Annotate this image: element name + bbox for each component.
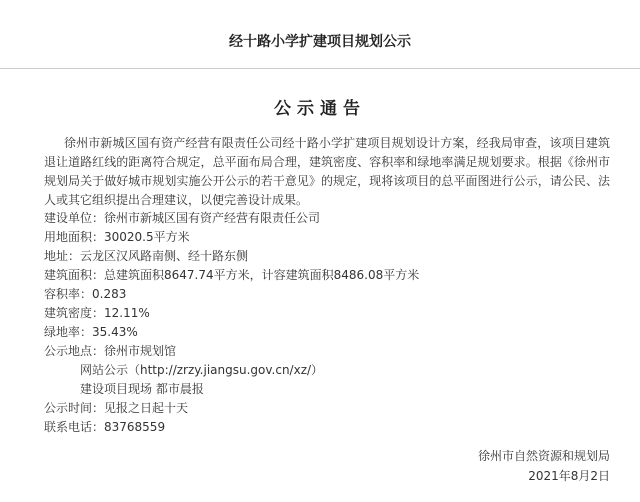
title-divider — [0, 68, 640, 69]
page-title: 经十路小学扩建项目规划公示 — [229, 34, 411, 50]
building-area-field: 建筑面积：总建筑面积8647.74平方米，计容建筑面积8486.08平方米 — [44, 268, 420, 282]
builder-field: 建设单位：徐州市新城区国有资产经营有限责任公司 — [44, 211, 321, 225]
notice-body-paragraph: 徐州市新城区国有资产经营有限责任公司经十路小学扩建项目规划设计方案，经我局审查，该项目建筑退让道路红线的距离符合规定，总平面布局合理，建筑密度、容积率和绿地率满足规划要求。根据《徐州市规划局关于做好城市规划实施公开公示的若干意见》的规定，现将该项目的总平面图进行公示，请公民、法人或其它组织提出合理建议，以便完善设计成果。 — [44, 136, 610, 207]
signature-block — [478, 446, 610, 486]
period-field: 公示时间：见报之日起十天 — [44, 401, 189, 415]
building-density-field: 建筑密度：12.11% — [44, 306, 150, 320]
location-field: 公示地点：徐州市规划馆 — [44, 344, 177, 358]
signature-org: 徐州市自然资源和规划局 — [477, 449, 610, 463]
address-field: 地址：云龙区汉风路南侧、经十路东侧 — [44, 249, 249, 263]
green-ratio-field: 绿地率：35.43% — [44, 325, 138, 339]
phone-field: 联系电话：83768559 — [44, 420, 166, 434]
plot-ratio-field: 容积率：0.283 — [44, 287, 127, 301]
site-field: 建设项目现场 都市晨报 — [80, 382, 204, 396]
signature-date: 2021年8月2日 — [528, 469, 610, 483]
notice-heading: 公示通告 — [274, 99, 366, 119]
website-field: 网站公示（http://zrzy.jiangsu.gov.cn/xz/） — [80, 363, 324, 377]
land-area-field: 用地面积：30020.5平方米 — [44, 230, 190, 244]
project-info-list — [44, 209, 610, 437]
